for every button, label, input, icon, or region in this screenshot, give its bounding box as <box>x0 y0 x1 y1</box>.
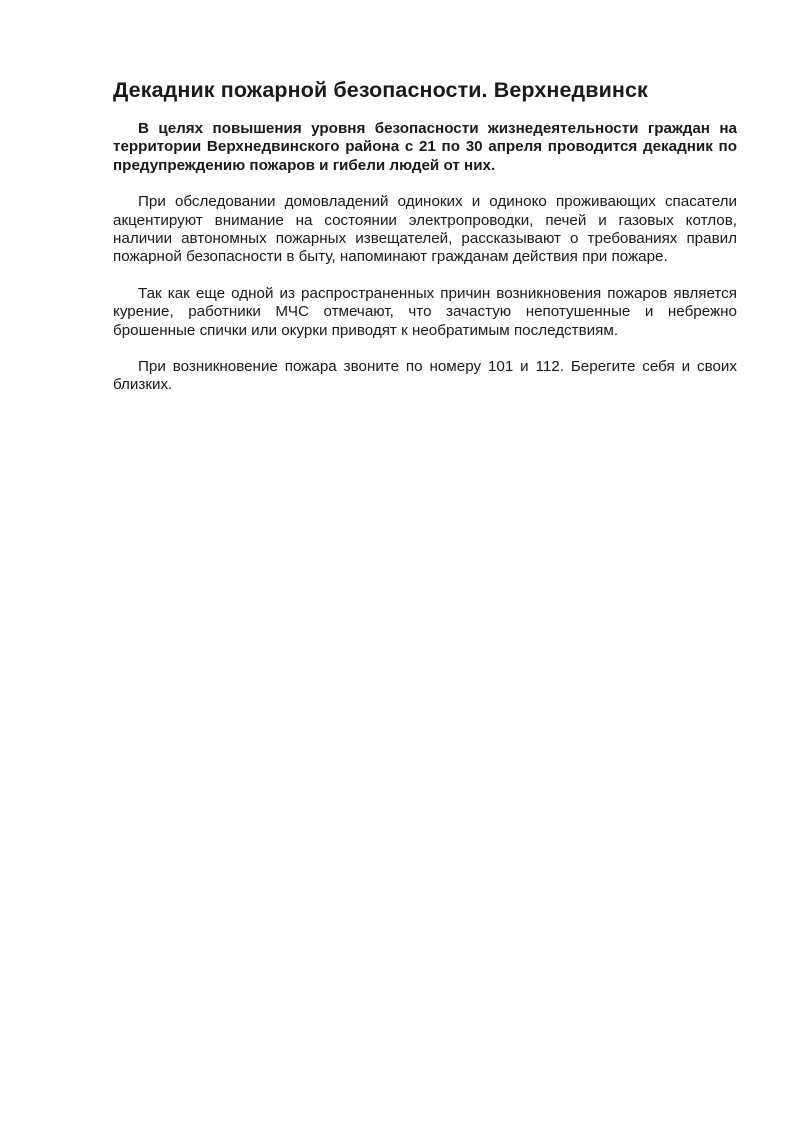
page-title: Декадник пожарной безопасности. Верхнедвинск <box>113 78 648 102</box>
body-paragraph-inspection: При обследовании домовладений одиноких и одиноко проживающих спасатели акцентируют внимание на состоянии электропроводки, печей и газовых котлов, наличии автономных пожарных извещателей, рассказывают о требованиях правил пожарной безопасности в быту, напоминают гражданам действия при пожаре. <box>113 193 737 266</box>
body-paragraph-smoking: Так как еще одной из распространенных причин возникновения пожаров является курение, работники МЧС отмечают, что зачастую непотушенные и небрежно брошенные спички или окурки приводят к необратимым последствиям. <box>113 284 737 339</box>
body-paragraph-emergency-numbers: При возникновение пожара звоните по номеру 101 и 112. Берегите себя и своих близких. <box>113 358 737 394</box>
lead-paragraph: В целях повышения уровня безопасности жизнедеятельности граждан на территории Верхнедвинского района с 21 по 30 апреля проводится декадник по предупреждению пожаров и гибели людей от них. <box>113 120 737 174</box>
